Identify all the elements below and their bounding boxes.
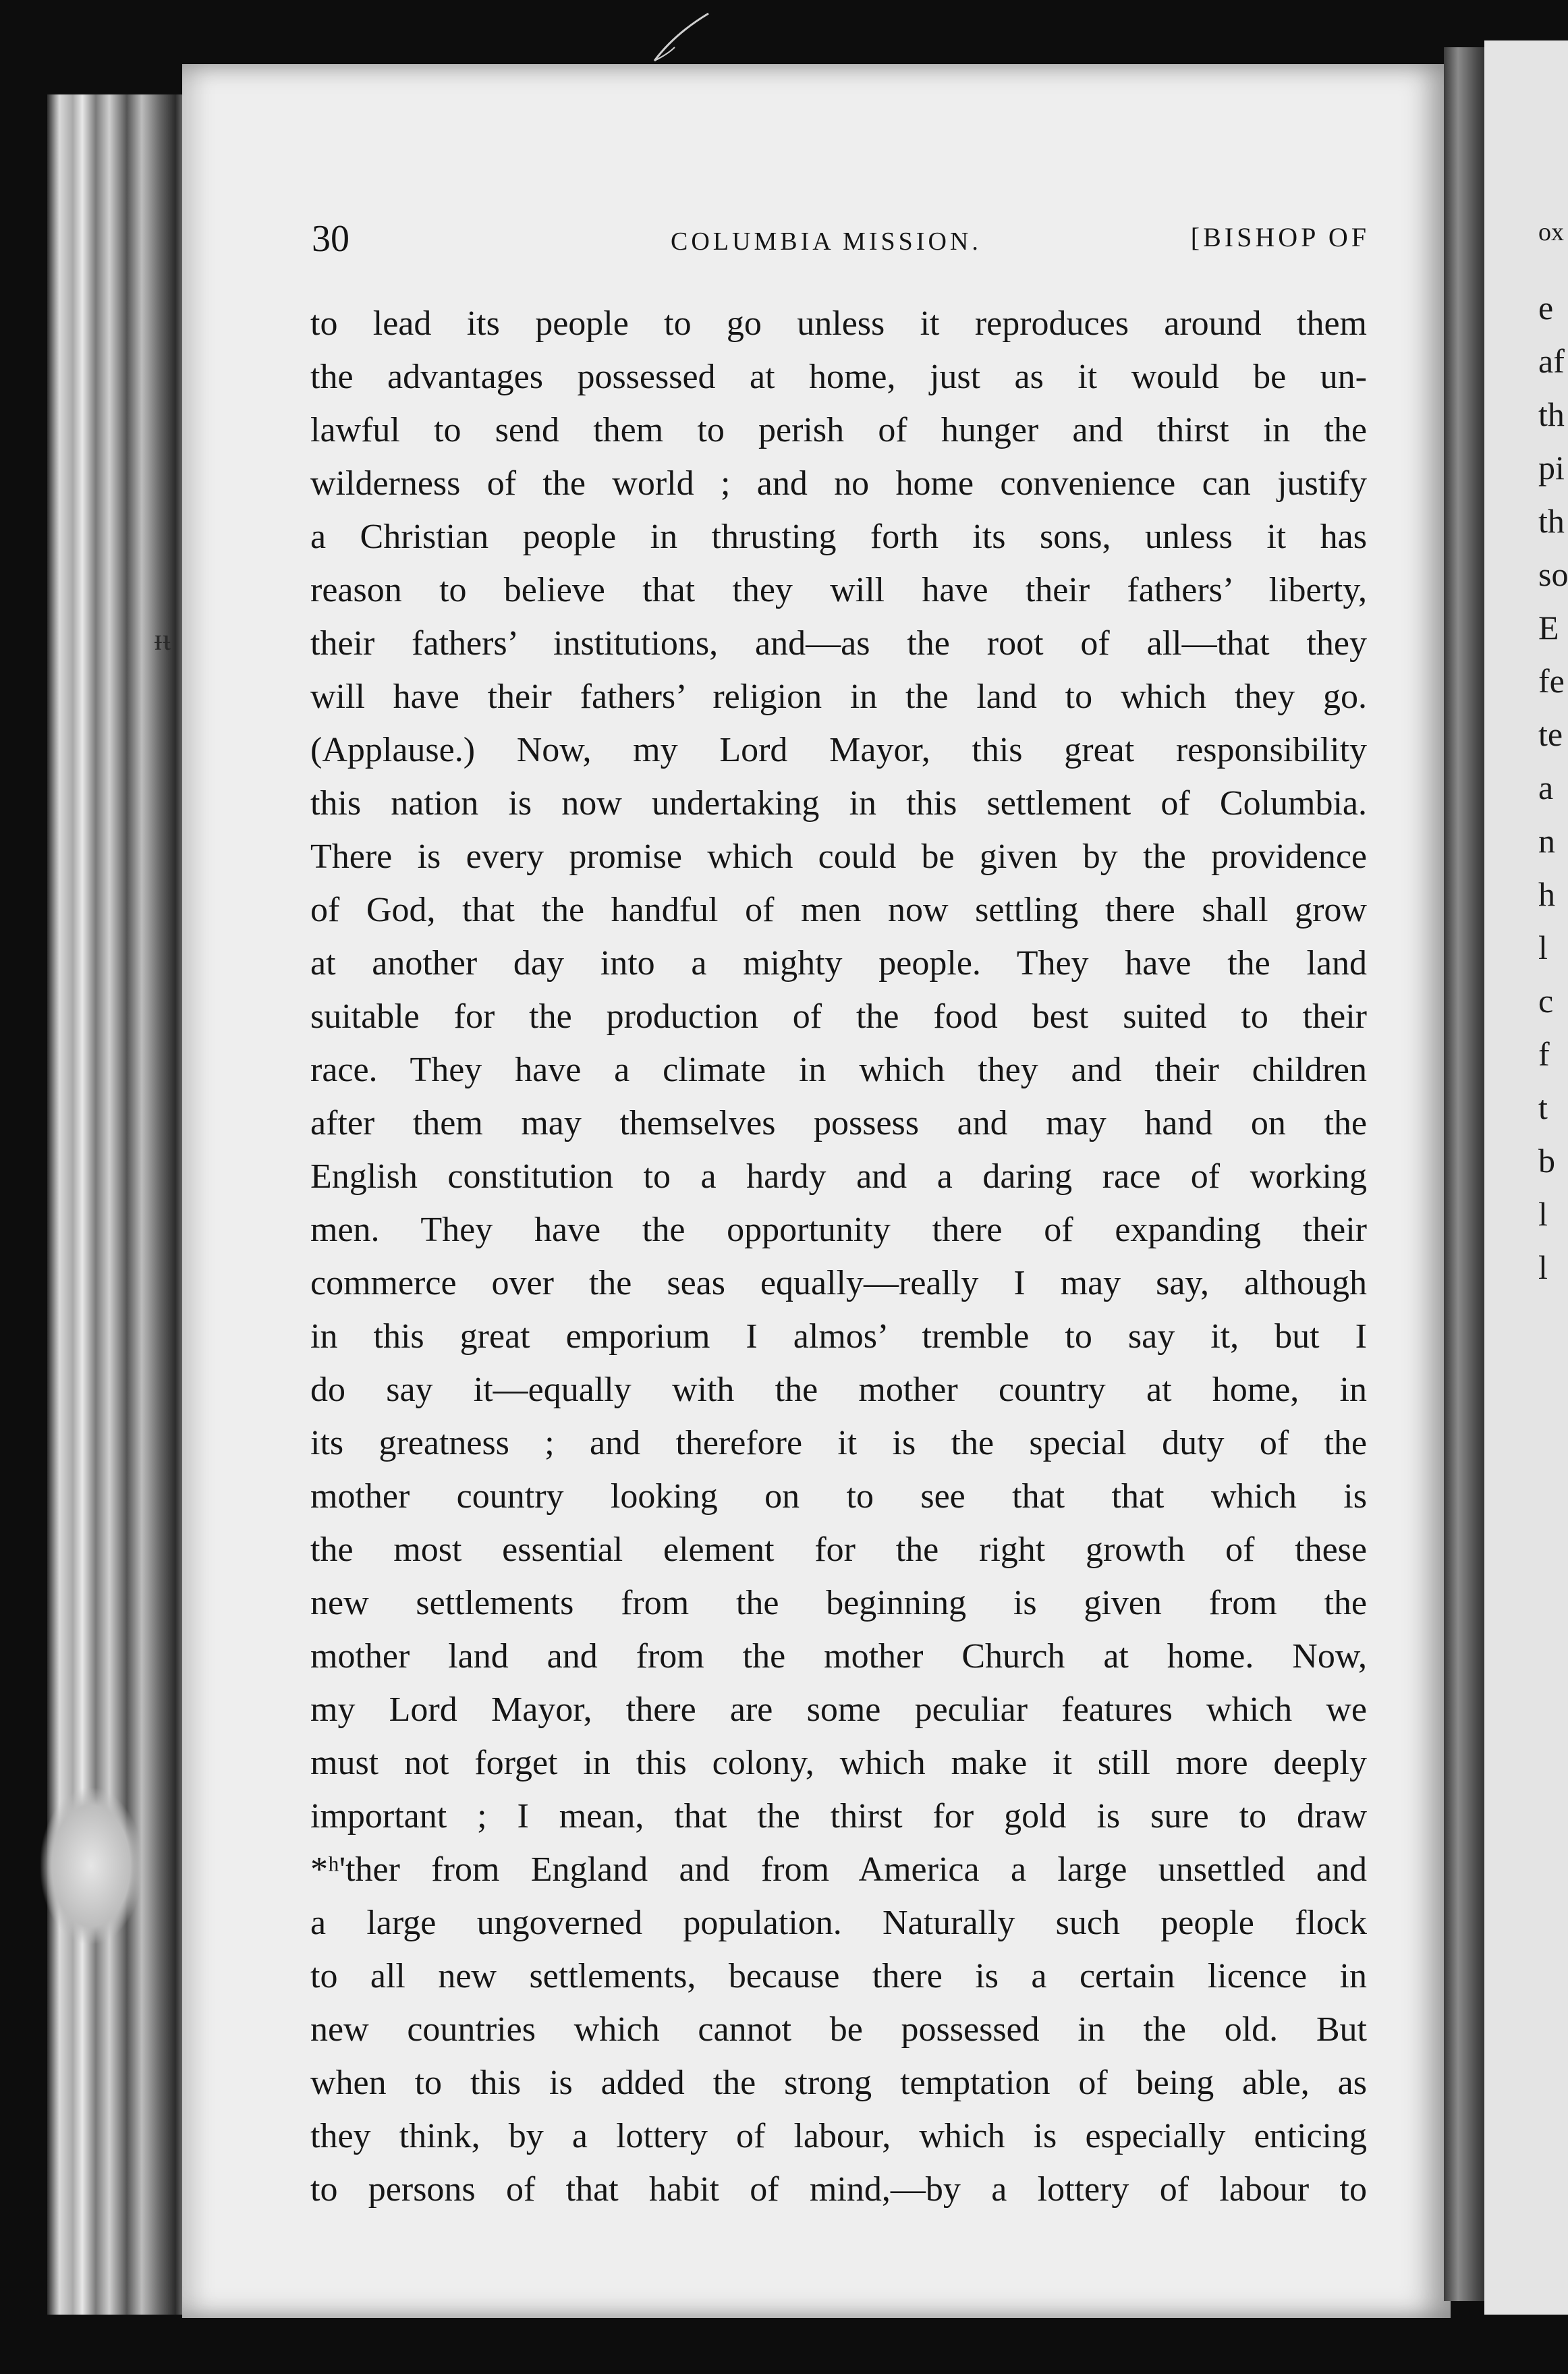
facing-page-line-fragment: a <box>1538 769 1554 806</box>
facing-page-line-fragment: h <box>1538 875 1555 913</box>
book-edge <box>47 94 189 2315</box>
text-line: of God, that the handful of men now settling there shall grow <box>310 891 1367 929</box>
body-text <box>310 297 1367 2216</box>
text-line: new settlements from the beginning is given from the <box>310 1584 1367 1622</box>
facing-page-line-fragment: f <box>1538 1035 1550 1073</box>
text-line: at another day into a mighty people. They have the land <box>310 944 1367 983</box>
text-line: my Lord Mayor, there are some peculiar features which we <box>310 1690 1367 1729</box>
text-line: race. They have a climate in which they and their children <box>310 1051 1367 1089</box>
text-line: commerce over the seas equally—really I may say, although <box>310 1264 1367 1302</box>
text-line: this nation is now undertaking in this settlement of Columbia. <box>310 784 1367 823</box>
text-line: reason to believe that they will have their fathers’ liberty, <box>310 571 1367 609</box>
text-line: new countries which cannot be possessed in the old. But <box>310 2010 1367 2049</box>
text-line: the most essential element for the right growth of these <box>310 1530 1367 1569</box>
facing-page-line-fragment: E <box>1538 609 1559 646</box>
text-line: when to this is added the strong temptation of being able, as <box>310 2064 1367 2102</box>
facing-page-line-fragment: l <box>1538 1248 1548 1286</box>
facing-page-line-fragment: n <box>1538 822 1555 860</box>
text-line: a Christian people in thrusting forth its sons, unless it has <box>310 518 1367 556</box>
facing-page-line-fragment: th <box>1538 502 1565 540</box>
text-line: will have their fathers’ religion in the land to which they go. <box>310 678 1367 716</box>
running-title: COLUMBIA MISSION. <box>671 227 982 256</box>
text-line: its greatness ; and therefore it is the special duty of the <box>310 1424 1367 1462</box>
facing-page <box>1484 40 1568 2315</box>
text-line: English constitution to a hardy and a daring race of working <box>310 1157 1367 1196</box>
text-line: the advantages possessed at home, just as it would be un- <box>310 358 1367 396</box>
facing-page-line-fragment: so <box>1538 555 1568 593</box>
facing-page-line-fragment: c <box>1538 982 1554 1020</box>
text-line: There is every promise which could be given by the providence <box>310 837 1367 876</box>
facing-page-line-fragment: t <box>1538 1088 1548 1126</box>
running-head-right: [BISHOP OF <box>1190 222 1370 252</box>
running-head <box>312 217 1370 271</box>
text-line: to persons of that habit of mind,—by a lottery of labour to <box>310 2170 1367 2209</box>
text-line: mother land and from the mother Church at home. Now, <box>310 1637 1367 1676</box>
text-line: mother country looking on to see that that which is <box>310 1477 1367 1516</box>
text-line: important ; I mean, that the thirst for gold is sure to draw <box>310 1797 1367 1835</box>
facing-page-head-fragment: ox <box>1538 218 1564 246</box>
text-line: men. They have the opportunity there of expanding their <box>310 1211 1367 1249</box>
facing-page-line-fragment: l <box>1538 929 1548 966</box>
text-line: a large ungoverned population. Naturally such people flock <box>310 1904 1367 1942</box>
text-line: lawful to send them to perish of hunger and thirst in the <box>310 411 1367 449</box>
text-line: (Applause.) Now, my Lord Mayor, this great responsibility <box>310 731 1367 769</box>
text-line: to all new settlements, because there is a certain licence in <box>310 1957 1367 1995</box>
text-line: do say it—equally with the mother country at home, in <box>310 1371 1367 1409</box>
facing-page-line-fragment: b <box>1538 1142 1555 1180</box>
facing-page-line-fragment: th <box>1538 395 1565 433</box>
text-line: after them may themselves possess and may hand on the <box>310 1104 1367 1142</box>
corner-scratch <box>648 7 715 67</box>
facing-page-line-fragment: te <box>1538 715 1563 753</box>
text-line: their fathers’ institutions, and—as the root of all—that they <box>310 624 1367 663</box>
text-line: *ʰ'ther from England and from America a large unsettled and <box>310 1850 1367 1889</box>
facing-page-line-fragment: fe <box>1538 662 1565 700</box>
facing-page-line-fragment: af <box>1538 342 1565 380</box>
text-line: wilderness of the world ; and no home convenience can justify <box>310 464 1367 503</box>
margin-marks: ᵻᵼ <box>154 622 171 657</box>
torn-page-edge <box>40 1788 142 1943</box>
text-line: suitable for the production of the food best suited to their <box>310 997 1367 1036</box>
text-line: in this great emporium I almos’ tremble to say it, but I <box>310 1317 1367 1356</box>
text-line: must not forget in this colony, which make it still more deeply <box>310 1744 1367 1782</box>
text-line: to lead its people to go unless it reproduces around them <box>310 304 1367 343</box>
page-number: 30 <box>312 218 349 260</box>
facing-page-line-fragment: e <box>1538 289 1554 327</box>
facing-page-line-fragment: l <box>1538 1195 1548 1233</box>
text-line: they think, by a lottery of labour, which is especially enticing <box>310 2117 1367 2155</box>
facing-page-line-fragment: pi <box>1538 449 1565 487</box>
